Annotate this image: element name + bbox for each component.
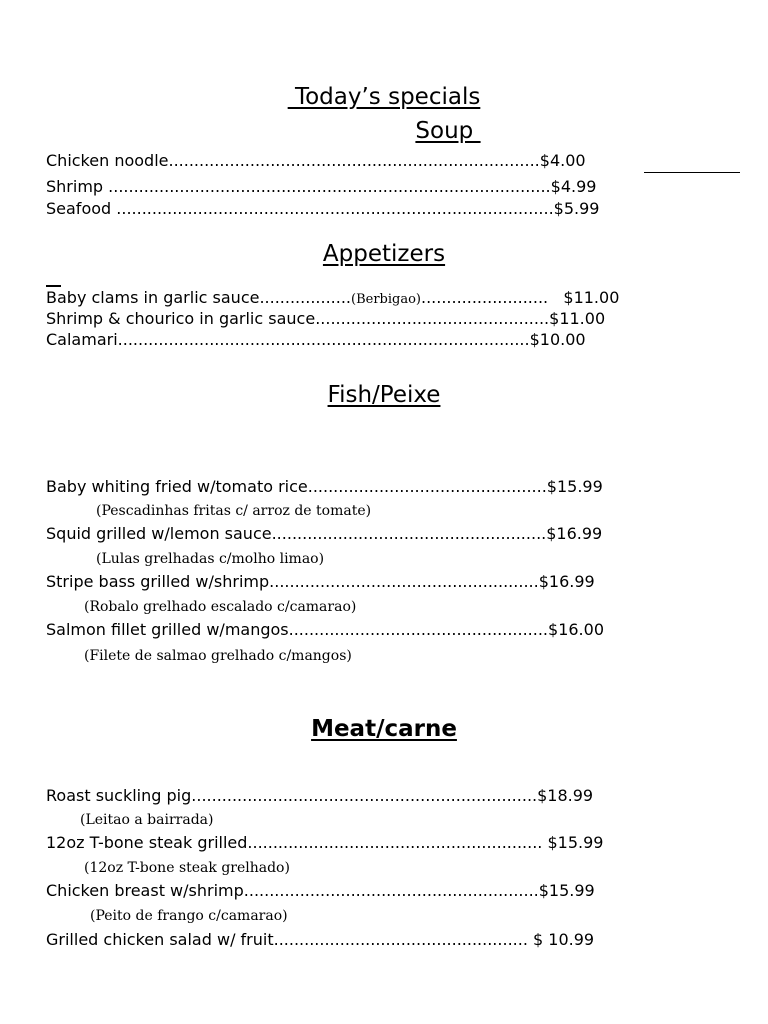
menu-item	[46, 524, 602, 544]
item-price: $16.00	[548, 620, 604, 639]
menu-item	[46, 309, 605, 329]
leader-dots: .....................................................	[269, 572, 539, 591]
underline-mark	[46, 285, 61, 287]
item-price: $16.99	[538, 572, 595, 591]
leader-dots: .........................................................................	[168, 151, 540, 170]
item-name: Baby whiting fried w/tomato rice	[46, 477, 308, 496]
meat-heading: Meat/carne	[311, 716, 457, 742]
menu-item	[46, 477, 603, 497]
leader-dots: ..................................................	[273, 930, 528, 949]
item-name: Seafood	[46, 199, 117, 218]
leader-dots: ...............................................	[307, 477, 547, 496]
item-name: Salmon fillet grilled w/mangos	[46, 620, 289, 639]
item-name: Calamari	[46, 330, 118, 349]
item-price: $15.99	[546, 477, 603, 496]
leader-dots: ......................................................................................	[116, 199, 554, 218]
leader-dots: ..........................................................	[247, 833, 543, 852]
item-note: (Berbigao)	[351, 292, 421, 307]
item-price: $ 10.99	[527, 930, 595, 949]
leader-dots: ....................................................................	[191, 786, 538, 805]
leader-dots: ..........................................................	[243, 881, 539, 900]
item-price: $4.99	[550, 177, 597, 196]
leader-dots: ......................................................	[271, 524, 547, 543]
menu-item	[46, 881, 595, 901]
item-price: $16.99	[546, 524, 603, 543]
item-price: $4.00	[539, 151, 586, 170]
page-title: Today’s specials	[287, 84, 481, 110]
item-name: 12oz T-bone steak grilled	[46, 833, 248, 852]
leader-dots: ..............................................	[315, 309, 550, 328]
item-price: $15.99	[538, 881, 595, 900]
item-price: $18.99	[537, 786, 594, 805]
item-name: Roast suckling pig	[46, 786, 192, 805]
menu-item	[46, 151, 586, 171]
item-name: Chicken noodle	[46, 151, 169, 170]
item-price: $15.99	[542, 833, 604, 852]
item-translation: (12oz T-bone steak grelhado)	[84, 860, 290, 876]
menu-item	[46, 833, 603, 853]
leader-dots: .........................	[420, 288, 564, 307]
fish-heading: Fish/Peixe	[327, 382, 441, 408]
menu-item	[46, 572, 595, 592]
menu-item	[46, 199, 599, 219]
soup-heading: Soup	[415, 118, 481, 144]
menu-item	[46, 930, 594, 950]
item-price: $5.99	[553, 199, 600, 218]
item-name: Chicken breast w/shrimp	[46, 881, 244, 900]
menu-item	[46, 330, 586, 350]
appetizers-heading: Appetizers	[322, 241, 446, 267]
leader-dots: ...................................................	[288, 620, 549, 639]
item-translation: (Peito de frango c/camarao)	[90, 908, 288, 924]
item-price: $10.00	[529, 330, 586, 349]
menu-item	[46, 620, 604, 640]
item-price: $11.00	[549, 309, 606, 328]
leader-dots: ..................	[259, 288, 351, 307]
menu-item	[46, 177, 596, 197]
leader-dots: .......................................................................................	[108, 177, 551, 196]
item-name: Baby clams in garlic sauce	[46, 288, 260, 307]
menu-item	[46, 786, 593, 806]
item-translation: (Leitao a bairrada)	[80, 812, 214, 828]
item-name: Shrimp & chourico in garlic sauce	[46, 309, 316, 328]
item-translation: (Lulas grelhadas c/molho limao)	[96, 551, 325, 567]
item-name: Stripe bass grilled w/shrimp	[46, 572, 270, 591]
item-translation: (Pescadinhas fritas c/ arroz de tomate)	[96, 503, 372, 519]
item-translation: (Robalo grelhado escalado c/camarao)	[84, 599, 357, 615]
menu-item	[46, 288, 619, 310]
item-name: Grilled chicken salad w/ fruit	[46, 930, 274, 949]
item-name: Shrimp	[46, 177, 109, 196]
item-name: Squid grilled w/lemon sauce	[46, 524, 272, 543]
trailing-rule	[644, 172, 740, 173]
item-price: $11.00	[563, 288, 620, 307]
item-translation: (Filete de salmao grelhado c/mangos)	[84, 648, 352, 664]
leader-dots: .................................................................................	[117, 330, 530, 349]
